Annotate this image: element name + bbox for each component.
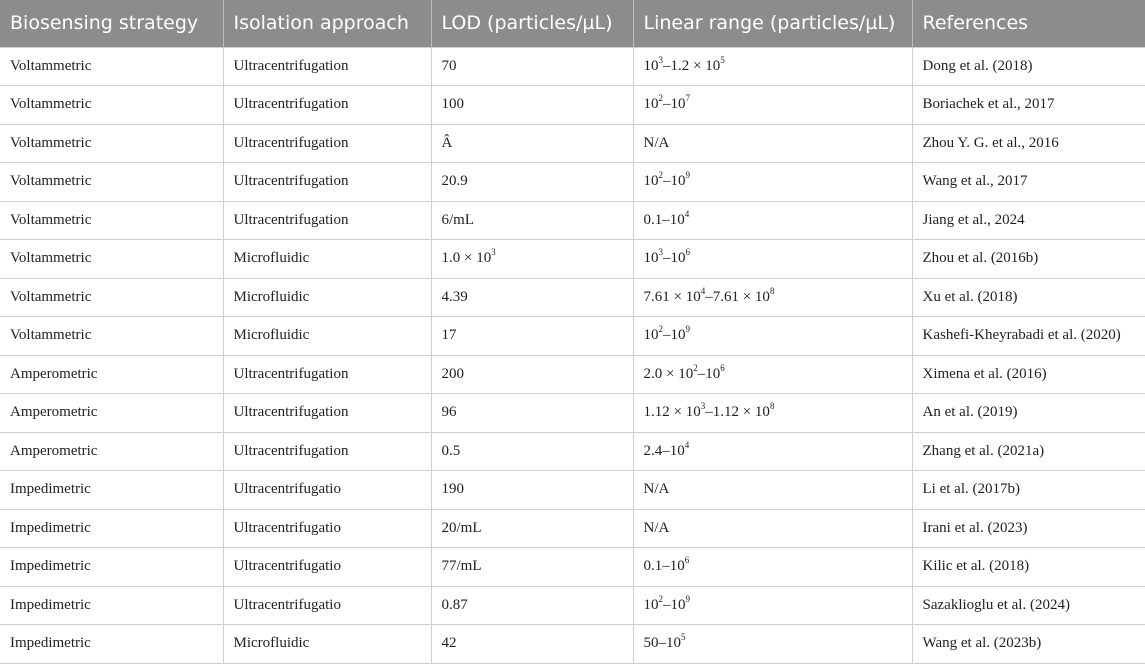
superscript: 3 xyxy=(700,401,706,412)
cell-isolation: Ultracentrifugation xyxy=(223,394,431,433)
cell-strategy: Voltammetric xyxy=(0,47,223,86)
table-row xyxy=(0,201,1145,240)
cell-reference: Xu et al. (2018) xyxy=(912,278,1145,317)
cell-linear-range xyxy=(633,47,912,86)
cell-linear-range xyxy=(633,625,912,664)
cell-strategy: Voltammetric xyxy=(0,86,223,125)
cell-strategy: Voltammetric xyxy=(0,278,223,317)
cell-reference: Ximena et al. (2016) xyxy=(912,355,1145,394)
cell-strategy: Amperometric xyxy=(0,394,223,433)
cell-strategy: Impedimetric xyxy=(0,548,223,587)
cell-lod xyxy=(431,240,633,279)
text-segment: 10 xyxy=(643,173,659,190)
superscript: 2 xyxy=(693,362,698,373)
cell-linear-range xyxy=(633,471,912,510)
cell-isolation: Ultracentrifugation xyxy=(223,355,431,394)
text-segment: –7.61 × 10 xyxy=(705,288,770,305)
cell-strategy: Voltammetric xyxy=(0,240,223,279)
header-linear-range: Linear range (particles/µL) xyxy=(633,0,912,47)
text-segment: –10 xyxy=(663,250,686,267)
text-segment: 10 xyxy=(643,327,659,344)
cell-strategy: Impedimetric xyxy=(0,471,223,510)
table-row xyxy=(0,432,1145,471)
cell-reference: Zhang et al. (2021a) xyxy=(912,432,1145,471)
cell-linear-range xyxy=(633,586,912,625)
header-biosensing-strategy: Biosensing strategy xyxy=(10,12,199,35)
cell-isolation: Microfluidic xyxy=(223,317,431,356)
cell-lod xyxy=(431,86,633,125)
table-row xyxy=(0,86,1145,125)
table-body xyxy=(0,47,1145,663)
text-segment: 1.12 × 10 xyxy=(643,404,701,421)
text-segment: 6/mL xyxy=(441,211,474,228)
cell-linear-range xyxy=(633,394,912,433)
cell-isolation: Ultracentrifugation xyxy=(223,432,431,471)
cell-strategy: Impedimetric xyxy=(0,625,223,664)
superscript: 8 xyxy=(769,285,775,296)
text-segment: 96 xyxy=(441,404,457,421)
superscript: 7 xyxy=(685,93,690,104)
cell-strategy: Amperometric xyxy=(0,355,223,394)
superscript: 5 xyxy=(681,632,686,643)
cell-linear-range xyxy=(633,201,912,240)
cell-reference: An et al. (2019) xyxy=(912,394,1145,433)
cell-isolation: Ultracentrifugatio xyxy=(223,548,431,587)
text-segment: –10 xyxy=(697,365,721,382)
text-segment: 0.5 xyxy=(441,442,461,459)
cell-strategy: Voltammetric xyxy=(0,124,223,163)
cell-lod xyxy=(431,432,633,471)
superscript: 3 xyxy=(658,54,663,65)
text-segment: 0.87 xyxy=(441,596,468,613)
cell-reference: Dong et al. (2018) xyxy=(912,47,1145,86)
text-segment: 200 xyxy=(441,365,464,382)
cell-isolation: Ultracentrifugation xyxy=(223,86,431,125)
text-segment: –10 xyxy=(663,96,686,113)
text-segment: 2.4–10 xyxy=(643,442,685,459)
cell-isolation: Ultracentrifugatio xyxy=(223,586,431,625)
cell-reference: Zhou et al. (2016b) xyxy=(912,240,1145,279)
text-segment: 50–10 xyxy=(643,635,681,652)
table-row xyxy=(0,394,1145,433)
cell-isolation: Microfluidic xyxy=(223,278,431,317)
text-segment: 42 xyxy=(441,635,457,652)
text-segment: 70 xyxy=(441,57,457,74)
cell-lod xyxy=(431,317,633,356)
cell-reference: Wang et al. (2023b) xyxy=(912,625,1145,664)
text-segment: 10 xyxy=(643,250,659,267)
text-segment: 10 xyxy=(643,96,659,113)
cell-isolation: Ultracentrifugation xyxy=(223,47,431,86)
text-segment: 10 xyxy=(643,57,659,74)
text-segment: N/A xyxy=(643,519,670,536)
text-segment: 4.39 xyxy=(441,288,468,305)
superscript: 2 xyxy=(658,324,663,335)
cell-lod xyxy=(431,586,633,625)
superscript: 3 xyxy=(491,247,496,258)
cell-lod xyxy=(431,47,633,86)
text-segment: –1.12 × 10 xyxy=(705,404,770,421)
superscript: 2 xyxy=(658,170,663,181)
table-row xyxy=(0,625,1145,664)
header-lod: LOD (particles/µL) xyxy=(431,0,633,47)
text-segment: 100 xyxy=(441,96,464,113)
cell-linear-range xyxy=(633,240,912,279)
cell-reference: Kilic et al. (2018) xyxy=(912,548,1145,587)
text-segment: –10 xyxy=(663,173,686,190)
table-row xyxy=(0,548,1145,587)
superscript: 6 xyxy=(684,555,690,566)
table-row xyxy=(0,47,1145,86)
cell-strategy: Voltammetric xyxy=(0,201,223,240)
cell-linear-range xyxy=(633,317,912,356)
text-segment: N/A xyxy=(643,481,670,498)
text-segment: N/A xyxy=(643,134,670,151)
superscript: 9 xyxy=(685,170,690,181)
cell-strategy: Voltammetric xyxy=(0,163,223,202)
text-segment: 20.9 xyxy=(441,173,468,190)
superscript: 3 xyxy=(658,247,663,258)
superscript: 2 xyxy=(658,93,663,104)
superscript: 4 xyxy=(700,285,706,296)
text-segment: –1.2 × 10 xyxy=(663,57,721,74)
text-segment: 1.0 × 10 xyxy=(441,250,492,267)
cell-linear-range xyxy=(633,548,912,587)
cell-reference: Wang et al., 2017 xyxy=(912,163,1145,202)
cell-reference: Kashefi-Kheyrabadi et al. (2020) xyxy=(912,317,1145,356)
cell-isolation: Ultracentrifugation xyxy=(223,201,431,240)
cell-reference: Irani et al. (2023) xyxy=(912,509,1145,548)
cell-isolation: Microfluidic xyxy=(223,240,431,279)
cell-linear-range xyxy=(633,86,912,125)
cell-linear-range xyxy=(633,278,912,317)
superscript: 4 xyxy=(684,439,690,450)
superscript: 9 xyxy=(685,593,690,604)
superscript: 2 xyxy=(658,593,663,604)
table-header xyxy=(0,0,1145,47)
text-segment: 10 xyxy=(643,596,659,613)
text-segment: –10 xyxy=(663,596,686,613)
header-references: References xyxy=(912,0,1145,47)
text-segment: 77/mL xyxy=(441,558,482,575)
cell-lod xyxy=(431,471,633,510)
cell-linear-range xyxy=(633,355,912,394)
cell-lod xyxy=(431,201,633,240)
superscript: 9 xyxy=(685,324,690,335)
text-segment: 0.1–10 xyxy=(643,211,685,228)
table-row xyxy=(0,355,1145,394)
text-segment: Â xyxy=(441,134,453,151)
cell-strategy: Impedimetric xyxy=(0,586,223,625)
cell-reference: Boriachek et al., 2017 xyxy=(912,86,1145,125)
cell-lod xyxy=(431,394,633,433)
text-segment: –10 xyxy=(663,327,686,344)
cell-isolation: Ultracentrifugation xyxy=(223,124,431,163)
table-row xyxy=(0,471,1145,510)
text-segment: 190 xyxy=(441,481,464,498)
table-row xyxy=(0,240,1145,279)
cell-strategy: Amperometric xyxy=(0,432,223,471)
text-segment: 20/mL xyxy=(441,519,482,536)
text-segment: 17 xyxy=(441,327,457,344)
table-row xyxy=(0,124,1145,163)
cell-isolation: Ultracentrifugation xyxy=(223,163,431,202)
cell-isolation: Ultracentrifugatio xyxy=(223,509,431,548)
cell-strategy: Voltammetric xyxy=(0,317,223,356)
table-row xyxy=(0,317,1145,356)
superscript: 4 xyxy=(684,208,690,219)
cell-lod xyxy=(431,124,633,163)
cell-reference: Zhou Y. G. et al., 2016 xyxy=(912,124,1145,163)
superscript: 5 xyxy=(720,54,725,65)
cell-reference: Sazaklioglu et al. (2024) xyxy=(912,586,1145,625)
table-row xyxy=(0,509,1145,548)
cell-isolation: Microfluidic xyxy=(223,625,431,664)
cell-lod xyxy=(431,355,633,394)
header-isolation-approach: Isolation approach xyxy=(223,0,431,47)
header-row xyxy=(0,0,1145,47)
cell-lod xyxy=(431,548,633,587)
cell-lod xyxy=(431,509,633,548)
cell-isolation: Ultracentrifugatio xyxy=(223,471,431,510)
superscript: 6 xyxy=(720,362,725,373)
cell-reference: Jiang et al., 2024 xyxy=(912,201,1145,240)
table-row xyxy=(0,163,1145,202)
cell-linear-range xyxy=(633,163,912,202)
superscript: 6 xyxy=(685,247,690,258)
cell-strategy: Impedimetric xyxy=(0,509,223,548)
cell-lod xyxy=(431,163,633,202)
cell-linear-range xyxy=(633,432,912,471)
table-row xyxy=(0,586,1145,625)
cell-linear-range xyxy=(633,509,912,548)
cell-reference: Li et al. (2017b) xyxy=(912,471,1145,510)
superscript: 8 xyxy=(769,401,775,412)
text-segment: 0.1–10 xyxy=(643,558,685,575)
cell-linear-range xyxy=(633,124,912,163)
text-segment: 2.0 × 10 xyxy=(643,365,694,382)
text-segment: 7.61 × 10 xyxy=(643,288,701,305)
cell-lod xyxy=(431,625,633,664)
cell-lod xyxy=(431,278,633,317)
table-row xyxy=(0,278,1145,317)
